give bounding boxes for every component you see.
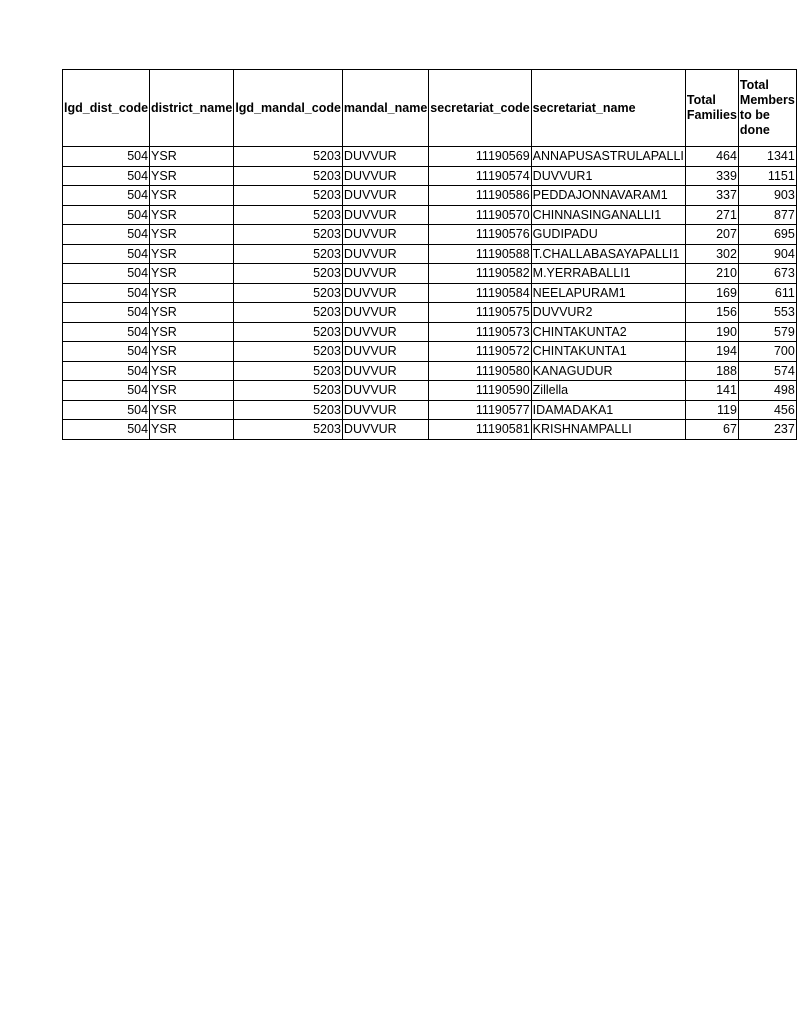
- total-members-cell: 904: [738, 244, 796, 264]
- header-lgd-dist-code: lgd_dist_code: [63, 70, 150, 147]
- mandal-name-cell: DUVVUR: [342, 147, 428, 167]
- header-mandal-name: mandal_name: [342, 70, 428, 147]
- lgd-mandal-code-cell: 5203: [234, 244, 343, 264]
- table-row: [63, 166, 797, 186]
- secretariat-name-cell: KANAGUDUR: [531, 361, 685, 381]
- secretariat-name-cell: DUVVUR1: [531, 166, 685, 186]
- lgd-mandal-code-cell: 5203: [234, 186, 343, 206]
- total-families-cell: 210: [685, 264, 738, 284]
- table-row: [63, 342, 797, 362]
- secretariat-code-cell: 11190576: [429, 225, 531, 245]
- secretariat-table: [62, 69, 797, 440]
- secretariat-name-cell: NEELAPURAM1: [531, 283, 685, 303]
- lgd-mandal-code-cell: 5203: [234, 420, 343, 440]
- mandal-name-cell: DUVVUR: [342, 283, 428, 303]
- lgd-dist-code-cell: 504: [63, 342, 150, 362]
- mandal-name-cell: DUVVUR: [342, 322, 428, 342]
- total-members-cell: 700: [738, 342, 796, 362]
- lgd-mandal-code-cell: 5203: [234, 361, 343, 381]
- total-members-cell: 673: [738, 264, 796, 284]
- secretariat-name-cell: DUVVUR2: [531, 303, 685, 323]
- district-name-cell: YSR: [150, 303, 234, 323]
- total-families-cell: 302: [685, 244, 738, 264]
- lgd-mandal-code-cell: 5203: [234, 264, 343, 284]
- mandal-name-cell: DUVVUR: [342, 361, 428, 381]
- secretariat-name-cell: GUDIPADU: [531, 225, 685, 245]
- lgd-dist-code-cell: 504: [63, 225, 150, 245]
- total-members-cell: 553: [738, 303, 796, 323]
- table-body: [63, 147, 797, 440]
- total-members-cell: 611: [738, 283, 796, 303]
- district-name-cell: YSR: [150, 420, 234, 440]
- mandal-name-cell: DUVVUR: [342, 400, 428, 420]
- total-members-cell: 877: [738, 205, 796, 225]
- header-lgd-mandal-code: lgd_mandal_code: [234, 70, 343, 147]
- mandal-name-cell: DUVVUR: [342, 186, 428, 206]
- district-name-cell: YSR: [150, 205, 234, 225]
- table-row: [63, 264, 797, 284]
- district-name-cell: YSR: [150, 186, 234, 206]
- secretariat-name-cell: Zillella: [531, 381, 685, 401]
- district-name-cell: YSR: [150, 225, 234, 245]
- total-members-cell: 1151: [738, 166, 796, 186]
- lgd-dist-code-cell: 504: [63, 244, 150, 264]
- lgd-dist-code-cell: 504: [63, 283, 150, 303]
- total-members-cell: 695: [738, 225, 796, 245]
- header-secretariat-code: secretariat_code: [429, 70, 531, 147]
- total-families-cell: 339: [685, 166, 738, 186]
- district-name-cell: YSR: [150, 244, 234, 264]
- secretariat-name-cell: CHINTAKUNTA1: [531, 342, 685, 362]
- total-families-cell: 190: [685, 322, 738, 342]
- lgd-mandal-code-cell: 5203: [234, 381, 343, 401]
- district-name-cell: YSR: [150, 361, 234, 381]
- secretariat-code-cell: 11190569: [429, 147, 531, 167]
- secretariat-code-cell: 11190582: [429, 264, 531, 284]
- spreadsheet-page: [62, 69, 797, 440]
- secretariat-name-cell: ANNAPUSASTRULAPALLI: [531, 147, 685, 167]
- lgd-dist-code-cell: 504: [63, 420, 150, 440]
- table-row: [63, 420, 797, 440]
- header-district-name: district_name: [150, 70, 234, 147]
- table-row: [63, 205, 797, 225]
- lgd-dist-code-cell: 504: [63, 264, 150, 284]
- secretariat-code-cell: 11190573: [429, 322, 531, 342]
- table-row: [63, 244, 797, 264]
- secretariat-name-cell: IDAMADAKA1: [531, 400, 685, 420]
- lgd-mandal-code-cell: 5203: [234, 322, 343, 342]
- secretariat-code-cell: 11190580: [429, 361, 531, 381]
- table-row: [63, 225, 797, 245]
- lgd-dist-code-cell: 504: [63, 381, 150, 401]
- secretariat-name-cell: M.YERRABALLI1: [531, 264, 685, 284]
- lgd-mandal-code-cell: 5203: [234, 147, 343, 167]
- secretariat-name-cell: CHINNASINGANALLI1: [531, 205, 685, 225]
- lgd-mandal-code-cell: 5203: [234, 166, 343, 186]
- table-row: [63, 186, 797, 206]
- mandal-name-cell: DUVVUR: [342, 303, 428, 323]
- table-row: [63, 381, 797, 401]
- district-name-cell: YSR: [150, 342, 234, 362]
- total-members-cell: 498: [738, 381, 796, 401]
- secretariat-code-cell: 11190575: [429, 303, 531, 323]
- district-name-cell: YSR: [150, 283, 234, 303]
- lgd-mandal-code-cell: 5203: [234, 400, 343, 420]
- district-name-cell: YSR: [150, 400, 234, 420]
- total-members-cell: 237: [738, 420, 796, 440]
- secretariat-code-cell: 11190574: [429, 166, 531, 186]
- total-families-cell: 119: [685, 400, 738, 420]
- table-row: [63, 283, 797, 303]
- total-families-cell: 67: [685, 420, 738, 440]
- total-families-cell: 141: [685, 381, 738, 401]
- table-row: [63, 400, 797, 420]
- table-row: [63, 303, 797, 323]
- total-families-cell: 207: [685, 225, 738, 245]
- lgd-mandal-code-cell: 5203: [234, 283, 343, 303]
- total-members-cell: 574: [738, 361, 796, 381]
- district-name-cell: YSR: [150, 166, 234, 186]
- secretariat-name-cell: PEDDAJONNAVARAM1: [531, 186, 685, 206]
- total-members-cell: 903: [738, 186, 796, 206]
- total-members-cell: 456: [738, 400, 796, 420]
- mandal-name-cell: DUVVUR: [342, 244, 428, 264]
- total-families-cell: 337: [685, 186, 738, 206]
- lgd-dist-code-cell: 504: [63, 166, 150, 186]
- mandal-name-cell: DUVVUR: [342, 225, 428, 245]
- lgd-dist-code-cell: 504: [63, 147, 150, 167]
- lgd-dist-code-cell: 504: [63, 400, 150, 420]
- header-row: [63, 70, 797, 147]
- table-row: [63, 322, 797, 342]
- total-families-cell: 464: [685, 147, 738, 167]
- total-families-cell: 194: [685, 342, 738, 362]
- secretariat-name-cell: CHINTAKUNTA2: [531, 322, 685, 342]
- district-name-cell: YSR: [150, 264, 234, 284]
- mandal-name-cell: DUVVUR: [342, 381, 428, 401]
- total-families-cell: 156: [685, 303, 738, 323]
- mandal-name-cell: DUVVUR: [342, 264, 428, 284]
- lgd-mandal-code-cell: 5203: [234, 205, 343, 225]
- secretariat-code-cell: 11190581: [429, 420, 531, 440]
- district-name-cell: YSR: [150, 381, 234, 401]
- mandal-name-cell: DUVVUR: [342, 342, 428, 362]
- header-total-families: Total Families: [685, 70, 738, 147]
- mandal-name-cell: DUVVUR: [342, 205, 428, 225]
- secretariat-code-cell: 11190577: [429, 400, 531, 420]
- secretariat-name-cell: KRISHNAMPALLI: [531, 420, 685, 440]
- district-name-cell: YSR: [150, 147, 234, 167]
- lgd-mandal-code-cell: 5203: [234, 303, 343, 323]
- secretariat-code-cell: 11190572: [429, 342, 531, 362]
- lgd-dist-code-cell: 504: [63, 205, 150, 225]
- lgd-dist-code-cell: 504: [63, 303, 150, 323]
- total-members-cell: 1341: [738, 147, 796, 167]
- total-members-cell: 579: [738, 322, 796, 342]
- total-families-cell: 188: [685, 361, 738, 381]
- total-families-cell: 169: [685, 283, 738, 303]
- header-secretariat-name: secretariat_name: [531, 70, 685, 147]
- lgd-dist-code-cell: 504: [63, 186, 150, 206]
- secretariat-code-cell: 11190584: [429, 283, 531, 303]
- secretariat-name-cell: T.CHALLABASAYAPALLI1: [531, 244, 685, 264]
- table-row: [63, 361, 797, 381]
- lgd-dist-code-cell: 504: [63, 322, 150, 342]
- mandal-name-cell: DUVVUR: [342, 420, 428, 440]
- header-total-members: Total Members to be done: [738, 70, 796, 147]
- mandal-name-cell: DUVVUR: [342, 166, 428, 186]
- secretariat-code-cell: 11190570: [429, 205, 531, 225]
- district-name-cell: YSR: [150, 322, 234, 342]
- table-row: [63, 147, 797, 167]
- lgd-mandal-code-cell: 5203: [234, 342, 343, 362]
- secretariat-code-cell: 11190590: [429, 381, 531, 401]
- lgd-dist-code-cell: 504: [63, 361, 150, 381]
- total-families-cell: 271: [685, 205, 738, 225]
- secretariat-code-cell: 11190588: [429, 244, 531, 264]
- lgd-mandal-code-cell: 5203: [234, 225, 343, 245]
- secretariat-code-cell: 11190586: [429, 186, 531, 206]
